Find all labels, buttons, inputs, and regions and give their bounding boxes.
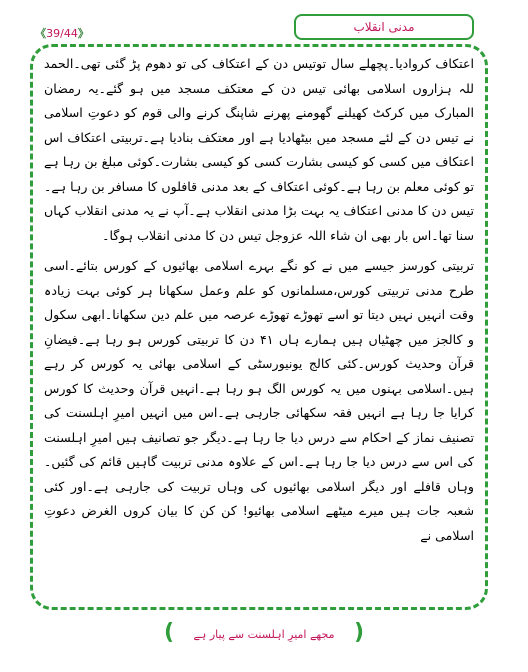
footer [164, 620, 364, 646]
footer-right-bracket: ) [353, 620, 364, 645]
footer-tagline: مجھے امیرِ اہلسنت سے پیار ہے [193, 628, 335, 641]
page-number-right-mark: 》 [77, 27, 89, 40]
page-number-value: 39/44 [46, 27, 78, 40]
paragraph-1: اعتکاف کروادیا۔پچھلے سال توتیس دن کے اعتکاف کی تو دھوم پڑ گئی تھی۔الحمد للہ ہزاروں اسلامی بھائی تیس دن کے معتکف مسجد میں ہو گئے۔یہ رمضان المبارک میں کرکٹ کھیلنے گھومنے پھرنے شاپنگ کرنے والی قوم کو دعوتِ اسلامی نے تیس دن کے لئے مسجد میں بیٹھادیا ہے اور معتکف بنادیا ہے۔تربیتی اعتکاف اس اعتکاف میں کسی کو کیسی بشارت کسی کو کیسی بشارت۔کوئی مبلغ بن رہا ہے تو کوئی معلم بن رہا ہے۔کوئی اعتکاف کے بعد مدنی قافلوں کا مسافر بن رہا ہے۔تیس دن کا مدنی اعتکاف یہ بہت بڑا مدنی انقلاب ہے۔آپ نے یہ مدنی انقلاب کہاں سنا تھا۔اس بار بھی ان شاء اللہ عزوجل تیس دن کا مدنی انقلاب ہوگا۔ [44, 56, 474, 243]
body-text [44, 52, 474, 604]
paragraph-2: تربیتی کورسز جیسے میں نے کو نگے بہرے اسلامی بھائیوں کے کورس بتائے۔اسی طرح مدنی تربیتی کورس،مسلمانوں کو علم وعمل سکھانا ہر کوئی بہت زیادہ وقت انہیں نہیں دیتا تو اسے تھوڑے تھوڑے عرصہ میں علم دین سکھانا۔ابھی سکول و کالجز میں چھٹیاں ہیں ہمارے ہاں ۴۱ دن کا تربیتی کورس ہو رہا ہے۔فیضانِ قرآن وحدیث کورس۔کئی کالج یونیورسٹی کے اسلامی بھائی یہ کورس کر رہے ہیں۔اسلامی بہنوں میں یہ کورس الگ ہو رہا ہے۔انہیں قرآن وحدیث کا کورس کرایا جا رہا ہے انہیں فقہ سکھائی جارہی ہے۔اس میں انہیں امیرِ اہلسنت کی تصنیف نماز کے احکام سے درس دیا جا رہا ہے۔دیگر جو تصانیف ہیں امیرِ اہلسنت کی اس سے درس دیا جا رہا ہے۔اس کے علاوہ مدنی تربیت گاہیں قائم کی گئیں۔وہاں قافلے اور دیگر اسلامی بھائیوں کی وہاں تربیت کی جارہی ہے۔اور کئی شعبہ جات ہیں میرے میٹھے اسلامی بھائیو! کن کن کا بیان کروں الغرض دعوتِ اسلامی نے [44, 258, 474, 543]
page-title: مدنی انقلاب [353, 20, 415, 34]
page-number [22, 25, 102, 43]
header-title-box [294, 14, 474, 40]
page-number-left-mark: 《 [35, 27, 47, 40]
footer-left-bracket: ( [164, 620, 175, 645]
